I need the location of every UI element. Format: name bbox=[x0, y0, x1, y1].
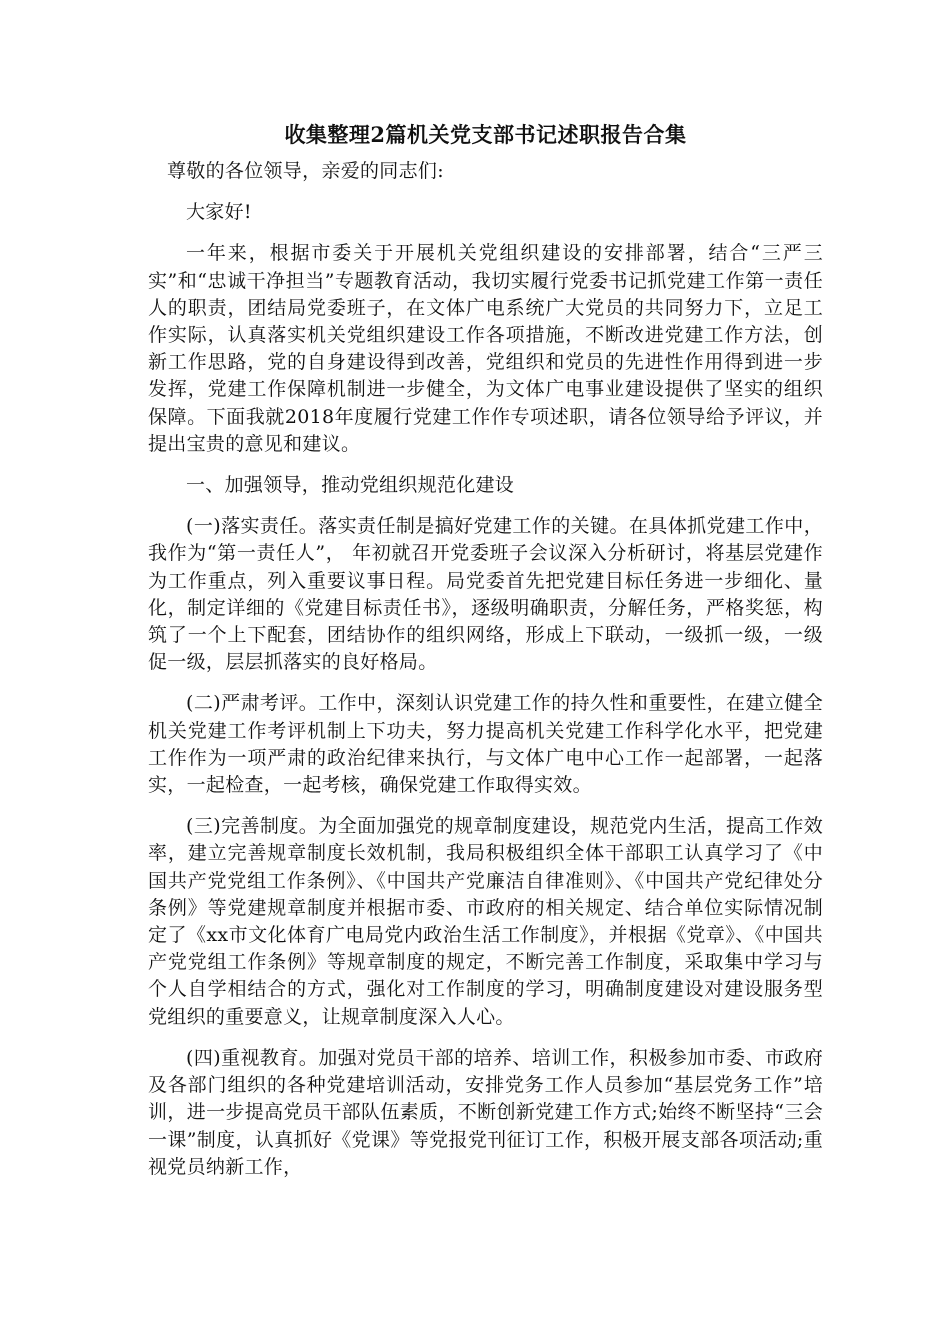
paragraph-responsibility: (一)落实责任。落实责任制是搞好党建工作的关键。在具体抓党建工作中，我作为“第一责任人”， 年初就召开党委班子会议深入分析研讨，将基层党建作为工作重点，列入重要议事日程。局党委首先把党建目标任务进一步细化、量化，制定详细的《党建目标责任书》，逐级明确职责，分解任务，严格奖惩，构筑了一个上下配套，团结协作的组织网络，形成上下联动，一级抓一级，一级促一级，层层抓落实的良好格局。 bbox=[148, 515, 823, 674]
paragraph-education: (四)重视教育。加强对党员干部的培养、培训工作，积极参加市委、市政府及各部门组织的各种党建培训活动，安排党务工作人员参加“基层党务工作”培训，进一步提高党员干部队伍素质，不断创新党建工作方式;始终不断坚持“三会一课”制度，认真抓好《党课》等党报党刊征订工作，积极开展支部各项活动;重视党员纳新工作， bbox=[148, 1046, 823, 1178]
greeting: 大家好! bbox=[186, 201, 252, 224]
document-body bbox=[148, 118, 823, 1195]
paragraph-evaluation: (二)严肃考评。工作中，深刻认识党建工作的持久性和重要性，在建立健全机关党建工作考评机制上下功夫，努力提高机关党建工作科学化水平，把党建工作作为一项严肃的政治纪律来执行，与文体广电中心工作一起部署，一起落实，一起检查，一起考核，确保党建工作取得实效。 bbox=[148, 692, 823, 797]
paragraph-intro: 一年来，根据市委关于开展机关党组织建设的安排部署，结合“三严三实”和“忠诚干净担当”专题教育活动，我切实履行党委书记抓党建工作第一责任人的职责，团结局党委班子，在文体广电系统广大党员的共同努力下，立足工作实际，认真落实机关党组织建设工作各项措施，不断改进党建工作方法，创新工作思路，党的自身建设得到改善，党组织和党员的先进性作用得到进一步发挥，党建工作保障机制进一步健全，为文体广电事业建设提供了坚实的组织保障。下面我就2018年度履行党建工作作专项述职，请各位领导给予评议，并提出宝贵的意见和建议。 bbox=[148, 242, 823, 455]
salutation: 尊敬的各位领导，亲爱的同志们: bbox=[167, 160, 444, 182]
section-heading-1: 一、加强领导，推动党组织规范化建设 bbox=[186, 474, 515, 497]
paragraph-system: (三)完善制度。为全面加强党的规章制度建设，规范党内生活，提高工作效率，建立完善规章制度长效机制，我局积极组织全体干部职工认真学习了《中国共产党党组工作条例》、《中国共产党廉洁自律准则》、《中国共产党纪律处分条例》等党建规章制度并根据市委、市政府的相关规定、结合单位实际情况制定了《xx市文化体育广电局党内政治生活工作制度》，并根据《党章》、《中国共产党党组工作条例》等规章制度的规定，不断完善工作制度，采取集中学习与个人自学相结合的方式，强化对工作制度的学习，明确制度建设对建设服务型党组织的重要意义，让规章制度深入人心。 bbox=[148, 815, 823, 1028]
document-title: 收集整理2篇机关党支部书记述职报告合集 bbox=[284, 122, 687, 147]
